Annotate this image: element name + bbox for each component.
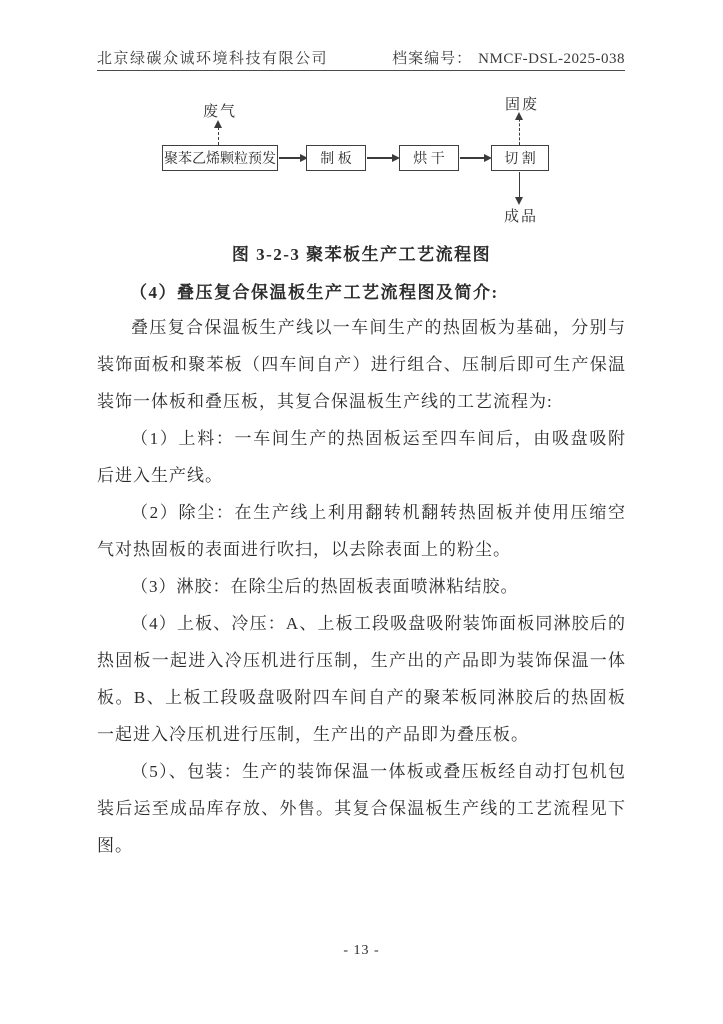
flow-box-board-making: 制 板 — [306, 145, 366, 171]
arrow-right-icon — [460, 157, 490, 159]
header-archive — [392, 47, 625, 68]
arrow-down-icon — [519, 172, 520, 203]
flow-box-cutting: 切 割 — [491, 145, 549, 171]
dashed-arrow-up-icon — [519, 114, 520, 145]
page-footer — [0, 943, 723, 959]
page-header — [97, 47, 625, 68]
page-number: - 13 - — [343, 943, 380, 958]
solid-waste-label: 固废 — [505, 97, 540, 113]
header-company: 北京绿碳众诚环境科技有限公司 — [97, 51, 329, 67]
arrow-right-icon — [279, 157, 306, 159]
flow-box-drying: 烘 干 — [399, 145, 459, 171]
paragraph: （3）淋胶：在除尘后的热固板表面喷淋粘结胶。 — [131, 577, 519, 596]
paragraph: 叠压复合保温板生产线以一车间生产的热固板为基础，分别与装饰面板和聚苯板（四车间自产）进行组合、压制后即可生产保温装饰一体板和叠压板，其复合保温板生产线的工艺流程为: — [97, 318, 626, 411]
dashed-arrow-up-icon — [218, 122, 219, 145]
product-label: 成品 — [504, 209, 539, 225]
figure-caption: 图 3-2-3 聚苯板生产工艺流程图 — [231, 245, 492, 264]
archive-number: NMCF-DSL-2025-038 — [478, 51, 625, 67]
paragraph: （1）上料：一车间生产的热固板运至四车间后，由吸盘吸附后进入生产线。 — [97, 429, 626, 485]
archive-label: 档案编号： — [392, 51, 473, 67]
section-heading: （4）叠压复合保温板生产工艺流程图及简介: — [130, 283, 499, 302]
paragraph: （5）、包装：生产的装饰保温一体板或叠压板经自动打包机包装后运至成品库存放、外售。其复合保温板生产线的工艺流程见下图。 — [97, 762, 626, 855]
paragraph: （4）上板、冷压：A、上板工段吸盘吸附装饰面板同淋胶后的热固板一起进入冷压机进行压制，生产出的产品即为装饰保温一体板。B、上板工段吸盘吸附四车间自产的聚苯板同淋胶后的热固板一起进入冷压机进行压制，生产出的产品即为叠压板。 — [97, 614, 626, 744]
arrow-right-icon — [367, 157, 398, 159]
flow-box-pre-expansion: 聚苯乙烯颗粒预发 — [162, 145, 278, 171]
header-divider — [97, 70, 625, 71]
waste-gas-label: 废气 — [203, 104, 238, 120]
body-text — [97, 309, 626, 864]
paragraph: （2）除尘：在生产线上利用翻转机翻转热固板并使用压缩空气对热固板的表面进行吹扫，以去除表面上的粉尘。 — [97, 503, 626, 559]
